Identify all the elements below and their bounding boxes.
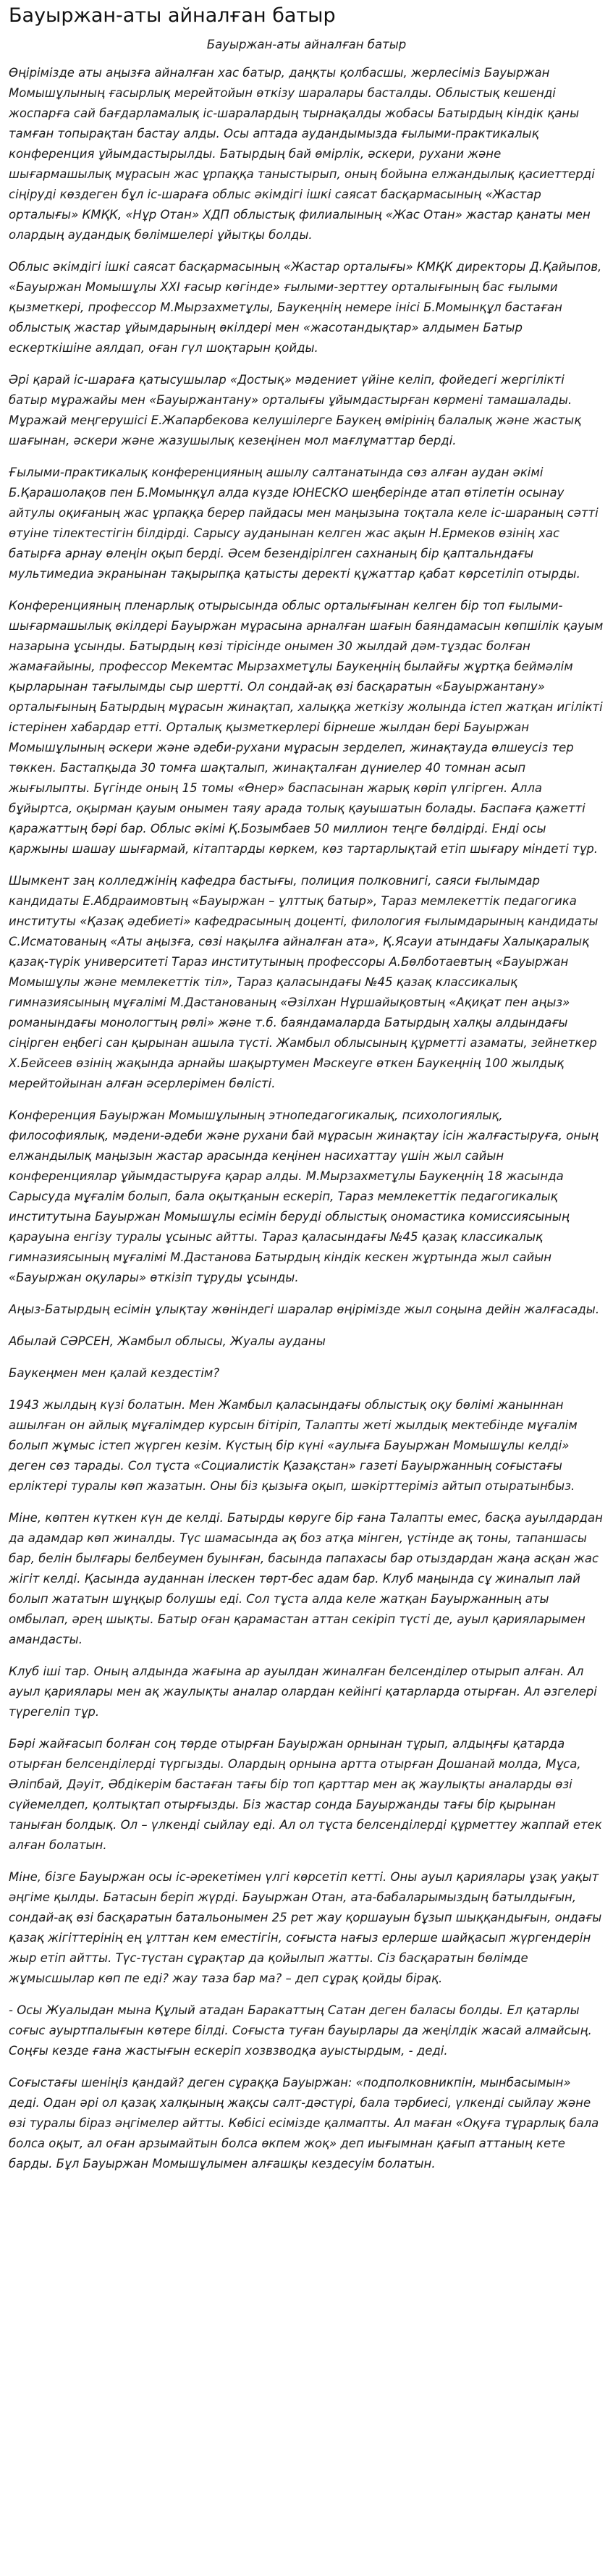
article-paragraph: Аңыз-Батырдың есімін ұлықтау жөніндегі шаралар өңірімізде жыл соңына дейін жалғасады.	[9, 1302, 600, 1317]
article-body	[9, 63, 604, 2174]
article-paragraph: Өңірімізде аты аңызға айналған хас батыр, даңқты қолбасшы, жерлесіміз Бауыржан Момышұлының ғасырлық мерейтойын өткізу шаралары басталды. Облыстық кешенді жоспарға сай бағдарламалық іс-шаралардың тырнақалды жобасы Батырдың кіндік қаны тамған топырақтан бастау алды. Осы аптада аудандымызда ғылыми-практикалық конференция ұйымдастырылды. Батырдың бай өмірлік, әскери, рухани және шығармашылық мұрасын жас ұрпаққа таныстырып, оның бойына елжандылық қасиеттерді сіңіруді көздеген бұл іс-шараға облыс әкімдігі ішкі саясат басқармасының «Жастар орталығы» КМҚК, «Нұр Отан» ХДП облыстық филиалының «Жас Отан» жастар қанаты мен олардың аудандық бөлімшелері ұйытқы болды.	[9, 66, 595, 243]
article-paragraph: Әрі қарай іс-шараға қатысушылар «Достық» мәдениет үйіне келіп, фойедегі жергілікті батыр мұражайы мен «Бауыржантану» орталығы ұйымдастырған көрмені тамашалады. Мұражай меңгерушісі Е.Жапарбекова келушілерге Баукең өмірінің балалық және жастық шағынан, әскери және жазушылық кезеңінен мол мағлұматтар берді.	[9, 373, 582, 448]
article-paragraph: Шымкент заң колледжінің кафедра бастығы, полиция полковнигі, саяси ғылымдар кандидаты Е.Абдраимовтың «Бауыржан – ұлттық батыр», Тараз мемлекеттік педагогика институты «Қазақ әдебиеті» кафедрасының доценті, филология ғылымдарының кандидаты С.Исматованың «Аты аңызға, сөзі нақылға айналған ата», Қ.Ясауи атындағы Халықаралық қазақ-түрік университеті Тараз институтының профессоры А.Бөлботаевтың «Бауыржан Момышұлы және мемлекеттік тіл», Тараз қаласындағы №45 қазақ классикалық гимназиясының мұғалімі М.Дастанованың «Әзілхан Нұршайықовтың «Ақиқат пен аңыз» романындағы монологтың рөлі» және т.б. баяндамаларда Батырдың халқы алдындағы сіңірген еңбегі сан қырынан ашыла түсті. Жамбыл облысының құрметті азаматы, зейнеткер Х.Бейсеев өзінің жақында арнайы шақыртумен Мәскеуге өткен Баукеңнің 100 жылдық мерейтойынан алған әсерлерімен бөлісті.	[9, 874, 599, 1091]
article-paragraph: Міне, көптен күткен күн де келді. Батырды көруге бір ғана Талапты емес, басқа ауылдардан да адамдар көп жиналды. Түс шамасында ақ боз атқа мінген, үстінде ақ тоны, тапаншасы бар, белін былғары белбеумен буынған, басында папахасы бар отыздардан жаңа асқан жас жігіт келді. Қасында ауданнан ілескен төрт-бес адам бар. Клуб маңында сұ жиналып лай болып жататын шұңқыр болушы еді. Сол тұста алда келе жатқан Бауыржанның аты омбылап, әрең шықты. Батыр оған қарамастан аттан секіріп түсті де, ауыл қарияларымен амандасты.	[9, 1511, 603, 1647]
article-paragraph: Облыс әкімдігі ішкі саясат басқармасының «Жастар орталығы» КМҚК директоры Д.Қайыпов, «Бауыржан Момышұлы XXI ғасыр көгінде» ғылыми-зерттеу орталығының бас ғылыми қызметкері, профессор М.Мырзахметұлы, Баукеңнің немере інісі Б.Момынқұл бастаған облыстық жастар ұйымдарының өкілдері мен «жасотандықтар» алдымен Батыр ескерткішіне аялдап, оған гүл шоқтарын қойды.	[9, 260, 602, 355]
article-paragraph: Баукеңмен мен қалай кездестім?	[9, 1366, 220, 1381]
article-paragraph: Конференция Бауыржан Момышұлының этнопедагогикалық, психологиялық, философиялық, мәдени-әдеби және рухани бай мұрасын жинақтау ісін жалғастыруға, оның елжандылық маңызын жастар арасында кеңінен насихаттау үшін жыл сайын конференциялар ұйымдастыруға қарар алды. М.Мырзахметұлы Баукеңнің 18 жасында Сарысуда мұғалім болып, бала оқытқанын ескеріп, Тараз мемлекеттік педагогикалық институтына Бауыржан Момышұлы есімін беруді облыстық ономастика комиссиясының қарауына енгізу туралы ұсыныс айтты. Тараз қаласындағы №45 қазақ классикалық гимназиясының мұғалімі М.Дастанова Батырдың кіндік кескен жұртында жыл сайын «Бауыржан оқулары» өткізіп тұруды ұсынды.	[9, 1108, 599, 1285]
article-paragraph: Соғыстағы шеніңіз қандай? деген сұраққа Бауыржан: «подполковникпін, мынбасымын» деді. Одан әрі ол қазақ халқының жақсы салт-дәстүрі, бала тәрбиесі, үлкенді сыйлау және өзі туралы біраз әңгімелер айтты. Көбісі есімізде қалмапты. Ал маған «Оқуға тұрарлық бала болса оқыт, ал оған арзымайтын болса өкпем жоқ» деп иығымнан қағып аттаның кете барды. Бұл Бауыржан Момышұлымен алғашқы кездесуім болатын.	[9, 2076, 599, 2171]
article-paragraph: 1943 жылдың күзі болатын. Мен Жамбыл қаласындағы облыстық оқу бөлімі жаныннан ашылған он айлық мұғалімдер курсын бітіріп, Талапты жеті жылдық мектебінде мұғалім болып жұмыс істеп жүрген кезім. Күстың бір күні «аулыға Бауыржан Момышұлы келді» деген сөз тарады. Сол тұста «Социалистік Қазақстан» газеті Бауыржанның соғыстағы ерліктері туралы көп жазатын. Оны біз қызыға оқып, шәкірттеріміз айтып отыратынбыз.	[9, 1398, 578, 1494]
article-paragraph: Конференцияның пленарлық отырысында облыс орталығынан келген бір топ ғылыми-шығармашылық өкілдері Бауыржан мұрасына арналған шағын баяндамасын көпшілік қауым назарына ұсынды. Батырдың көзі тірісінде онымен 30 жылдай дәм-тұздас болған жамағайыны, профессор Мекемтас Мырзахметұлы Баукеңнің былайғы жұртқа беймәлім қырларынан тағылымды сыр шертті. Ол сондай-ақ өзі басқаратын «Бауыржантану» орталығының Батырдың мұрасын жинақтап, халыққа жеткізу жолында істеп жатқан игілікті істерінен хабардар етті. Орталық қызметкерлері бірнеше жылдан бері Бауыржан Момышұлының әскери және әдеби-рухани мұрасын зерделеп, жинақтауда өлшеусіз тер төккен. Бастапқыда 30 томға шақталып, жинақталған дүниелер 40 томнан асып жығылыпты. Бүгінде оның 15 томы «Өнер» баспасынан жарық көріп үлгірген. Алла бұйыртса, оқырман қауым онымен таяу арада толық қауышатын болады. Баспаға қажетті қаражаттың бәрі бар. Облыс әкімі Қ.Бозымбаев 50 миллион теңге бөлдірді. Енді осы қаржыны шашау шығармай, кітаптарды көркем, көз тартарлықтай етіп шығару міндеті тұр.	[9, 599, 604, 856]
page-title: Бауыржан-аты айналған батыр	[9, 4, 336, 27]
article-paragraph: Бәрі жайғасып болған соң төрде отырған Бауыржан орнынан тұрып, алдыңғы қатарда отырған белсенділерді түргызды. Олардың орнына артта отырған Дошанай молда, Мұса, Әліпбай, Дәуіт, Әбдікерім бастаған тағы бір топ қарттар мен ақ жаулықты аналарды өзі сүйемелдеп, қолтықтап отырғызды. Біз жастар сонда Бауыржанды тағы бір қырынан таныған болдық. Ол – үлкенді сыйлау еді. Ал ол тұста белсенділерді құрметтеу жаппай етек алған болатын.	[9, 1737, 602, 1853]
article-paragraph: - Осы Жуалыдан мына Құлый атадан Баракаттың Сатан деген баласы болды. Ел қатарлы соғыс ауыртпалығын көтере білді. Соғыста туған бауырлары да жеңілдік жасай алмайсың. Соңғы кезде ғана жастығын ескеріп хозвзводқа ауыстырдым, - деді.	[9, 2003, 592, 2058]
article-paragraph: Міне, бізге Бауыржан осы іс-әрекетімен үлгі көрсетіп кетті. Оны ауыл қариялары ұзақ уақыт әңгіме қылды. Батасын беріп жүрді. Бауыржан Отан, ата-бабаларымыздың батылдығын, сондай-ақ өзі басқаратын батальонымен 25 рет жау қоршауын бұзып шыққандығын, ондағы қазақ жігіттерінің ең ұлттан кем еместігін, соғыста нағыз ерлерше шайқасып жүргендерін жыр етіп айтты. Түс-түстан сұрақтар да қойылып жатты. Сіз басқаратын бөлімде жұмысшылар көп пе еді? жау таза бар ма? – деп сұрақ қойды бірақ.	[9, 1870, 602, 1986]
article-paragraph: Клуб іші тар. Оның алдында жағына ар ауылдан жиналған белсенділер отырып алған. Ал ауыл қариялары мен ақ жаулықты аналар олардан кейінгі қатарларда отырған. Ал әзгелері түрегеліп тұр.	[9, 1664, 597, 1720]
article-paragraph: Ғылыми-практикалық конференцияның ашылу салтанатында сөз алған аудан әкімі Б.Қарашолақов пен Б.Момынқұл алда күзде ЮНЕСКО шеңберінде атап өтілетін осынау айтулы оқиғаның жас ұрпаққа берер пайдасы мен маңызына тоқтала келе іс-шараның сәтті өтуіне тілектестігін білдірді. Сарысу ауданынан келген жас ақын Н.Ермеков өзінің хас батырға арнау өлеңін оқып берді. Әсем безендірілген сахнаның бір қаптальндағы мультимедиа экранынан тақырыпқа қатысты деректі құжаттар қабат көрсетіліп отырды.	[9, 466, 599, 581]
article-subtitle: Бауыржан-аты айналған батыр	[206, 38, 407, 52]
article-paragraph: Абылай СӘРСЕН, Жамбыл облысы, Жуалы ауданы	[9, 1334, 326, 1349]
